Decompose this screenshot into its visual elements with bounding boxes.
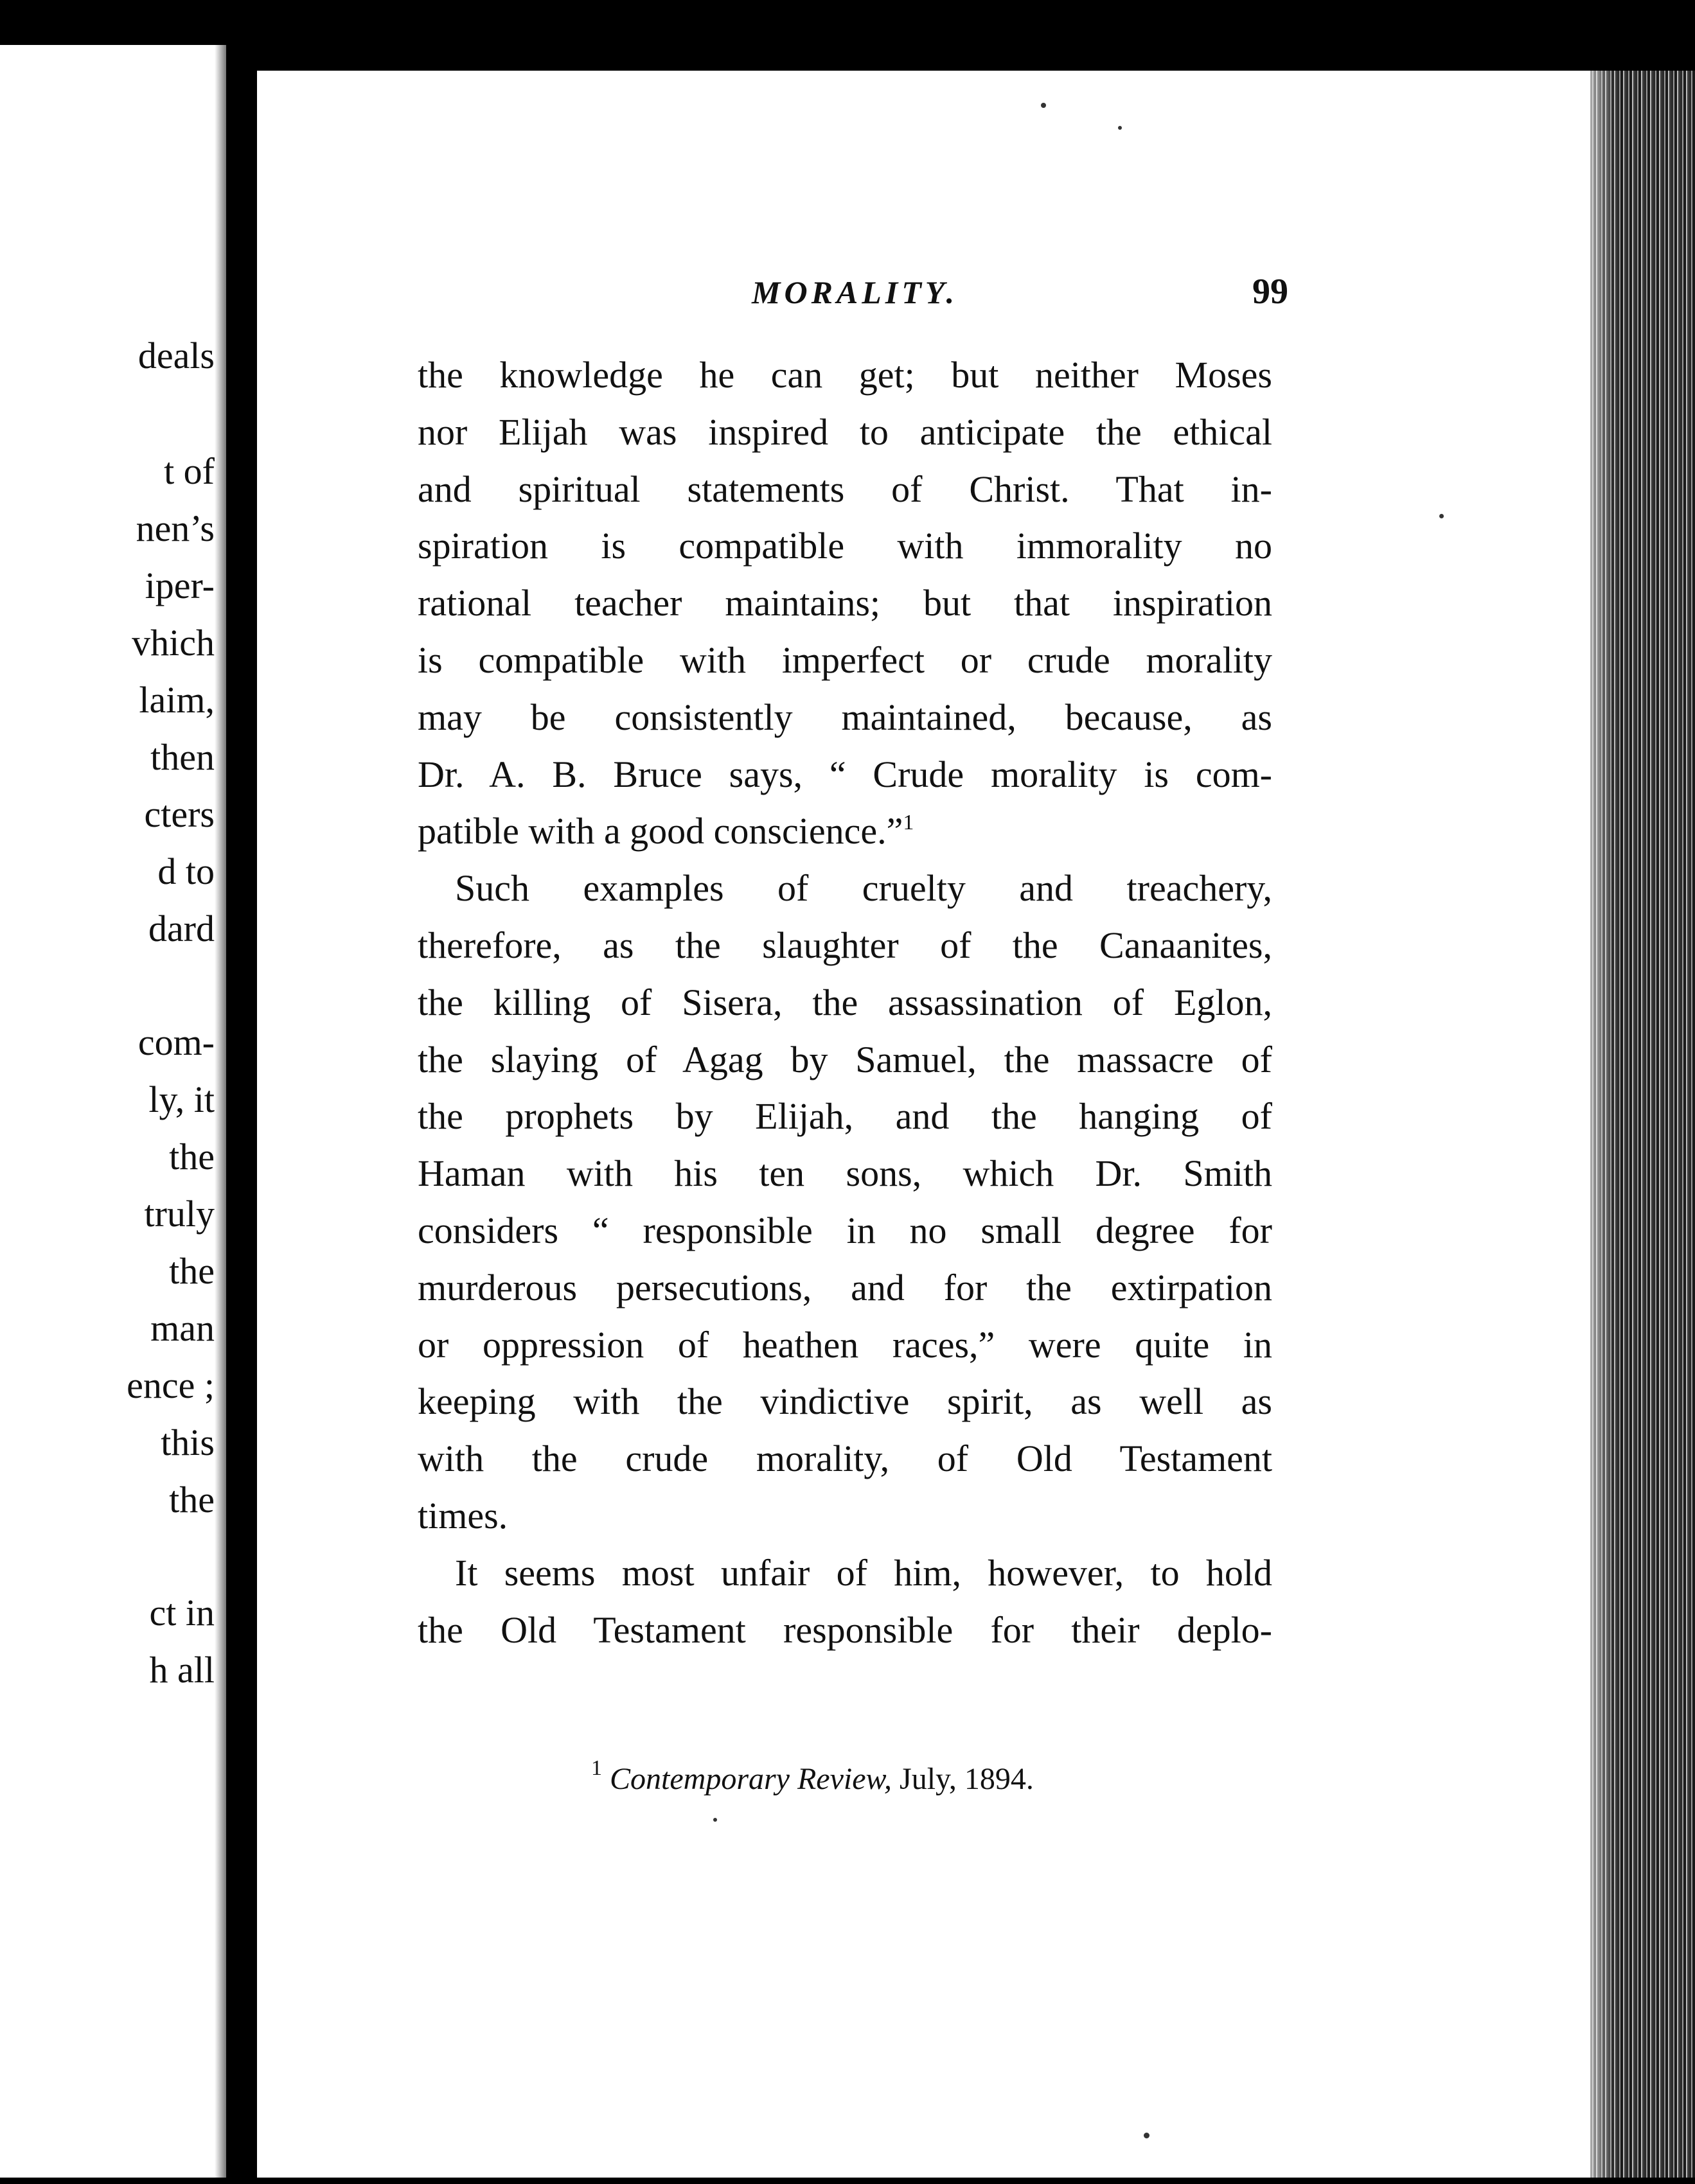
previous-page-line: truly [144, 1193, 215, 1235]
running-head: MORALITY. [752, 274, 959, 310]
scan-speck [1118, 126, 1122, 130]
book-gutter [226, 45, 257, 2184]
previous-page-line: ence ; [127, 1364, 215, 1406]
scan-speck [1144, 2133, 1149, 2138]
text-line: may be consistently maintained, because, as [418, 696, 1272, 738]
previous-page-line: ct in [149, 1592, 215, 1634]
text-line: murderous persecutions, and for the extirpation [418, 1266, 1272, 1308]
footnote-source: Contemporary Review, [610, 1762, 892, 1796]
text-line: therefore, as the slaughter of the Canaanites, [418, 924, 1272, 966]
text-line: rational teacher maintains; but that inspiration [418, 582, 1272, 624]
footnote [591, 1756, 1034, 1797]
previous-page-line: h all [149, 1649, 215, 1691]
text-line: keeping with the vindictive spirit, as well as [418, 1380, 1272, 1423]
text-line: the prophets by Elijah, and the hanging of [418, 1095, 1272, 1138]
page-edges-highlight [1590, 71, 1616, 2184]
text-line: the slaying of Agag by Samuel, the massacre of [418, 1038, 1272, 1080]
book-page [257, 71, 1590, 2184]
paragraph-start: It seems most unfair of him, however, to hold [455, 1551, 1272, 1594]
text-line: the killing of Sisera, the assassination of Eglon, [418, 981, 1272, 1023]
scan-border-bottom [0, 2178, 1695, 2184]
footnote-reference: 1 [903, 811, 914, 835]
text-line: nor Elijah was inspired to anticipate the ethical [418, 410, 1272, 453]
text-line: Haman with his ten sons, which Dr. Smith [418, 1152, 1272, 1195]
previous-page-line: laim, [139, 679, 215, 721]
footnote-marker: 1 [591, 1756, 602, 1780]
previous-page-line: man [150, 1307, 215, 1349]
paragraph-start: Such examples of cruelty and treachery, [455, 867, 1272, 910]
text-line: is compatible with imperfect or crude morality [418, 638, 1272, 681]
previous-page-line: the [169, 1250, 215, 1292]
previous-page-line: cters [144, 793, 215, 835]
text-line: and spiritual statements of Christ. That in- [418, 468, 1272, 510]
scan-speck [1041, 103, 1046, 108]
previous-page-line: the [169, 1136, 215, 1177]
previous-page-line: dard [148, 908, 215, 949]
book-page-edges [1590, 71, 1695, 2184]
text-line: spiration is compatible with immorality no [418, 525, 1272, 567]
text-line: times. [418, 1494, 508, 1537]
text-line: the knowledge he can get; but neither Moses [418, 354, 1272, 396]
page-curl-shadow [215, 45, 226, 2178]
text-line: Dr. A. B. Bruce says, “ Crude morality is com- [418, 753, 1272, 795]
text-line: considers “ responsible in no small degree for [418, 1209, 1272, 1251]
scan-speck [713, 1818, 717, 1822]
text-line: the Old Testament responsible for their deplo- [418, 1608, 1272, 1651]
footnote-date: July, 1894. [900, 1762, 1034, 1796]
page-number: 99 [1252, 272, 1288, 312]
text-line-with-footnote [418, 803, 1272, 860]
previous-page-line: this [161, 1422, 215, 1463]
page-body [418, 347, 1272, 1659]
previous-page-line: vhich [132, 622, 215, 664]
text-line: patible with a good conscience.” [418, 810, 903, 852]
previous-page-line: iper- [145, 565, 215, 606]
previous-page-line: deals [138, 335, 215, 376]
previous-page-line: the [169, 1479, 215, 1520]
previous-page-line: ly, it [148, 1079, 215, 1120]
previous-page-line: d to [157, 850, 215, 892]
text-line: or oppression of heathen races,” were quite in [418, 1323, 1272, 1366]
scan-speck [1439, 514, 1444, 518]
text-line: with the crude morality, of Old Testament [418, 1438, 1272, 1480]
previous-page-line: nen’s [136, 507, 215, 549]
previous-page-line: t of [164, 450, 215, 492]
previous-page-line: com- [138, 1021, 215, 1063]
previous-page-line: then [150, 736, 215, 778]
previous-page-edge [0, 45, 226, 2178]
